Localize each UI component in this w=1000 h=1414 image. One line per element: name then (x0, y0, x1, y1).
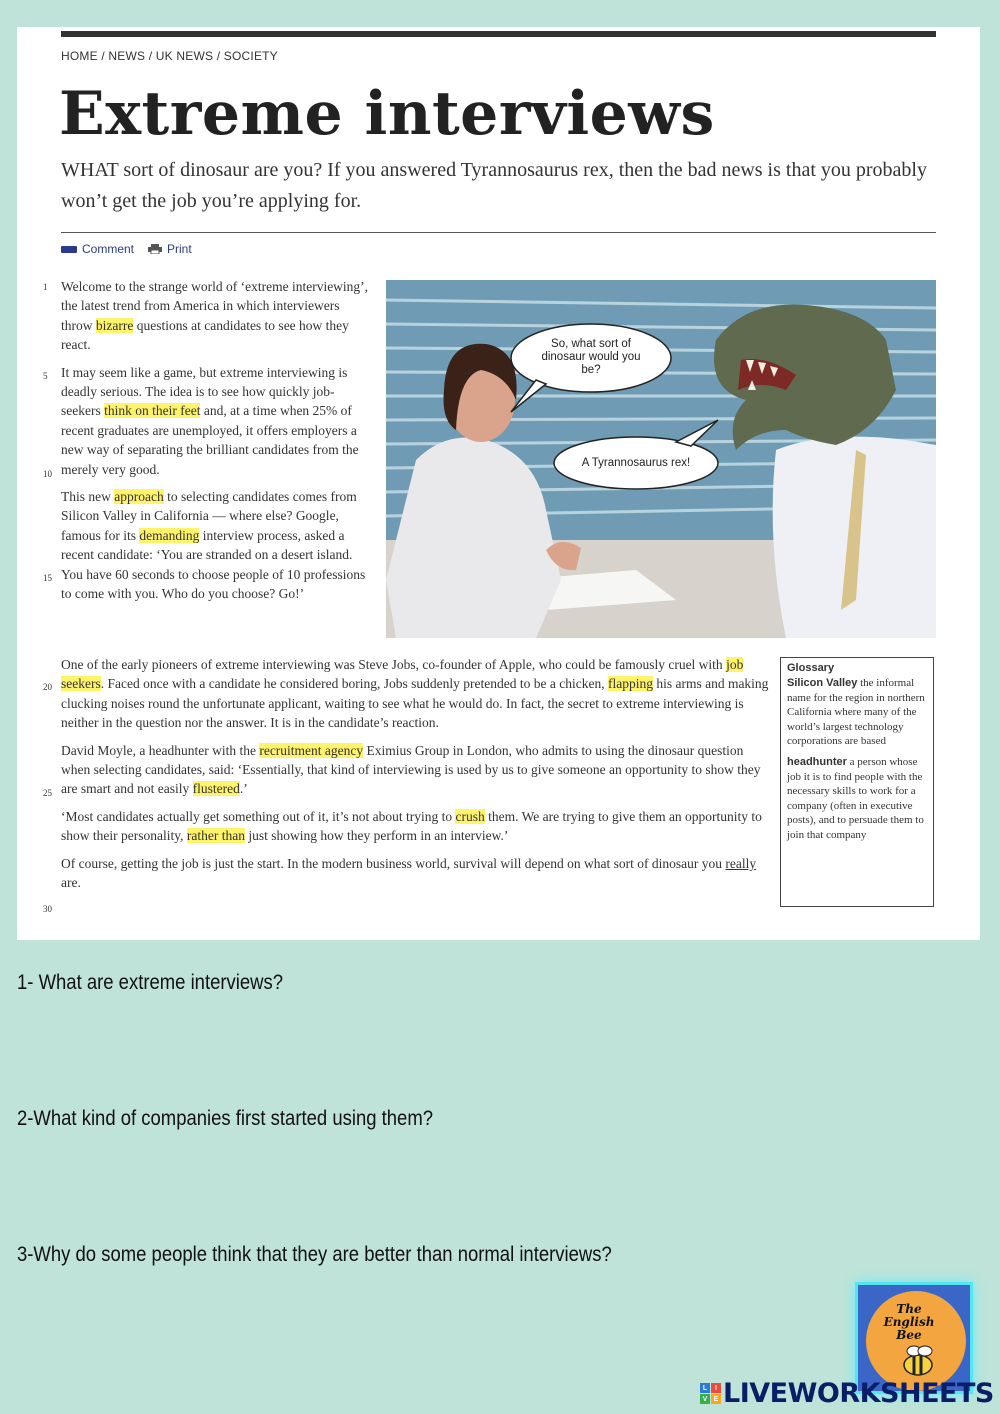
paragraph-1: Welcome to the strange world of ‘extreme interviewing’, the latest trend from America in which interviewers throw bizarre questions at candidates to see how they react. (61, 279, 369, 353)
line-number: 1 (43, 282, 48, 292)
glossary-term: headhunter (787, 755, 847, 768)
paragraph-5: David Moyle, a headhunter with the recruitment agency Eximius Group in London, who admits to using the dinosaur question when selecting candidates, said: ‘Essentially, that kind of interviewing is used by us to give someone an opportunity to show they are smart and not easily flustered.’ (61, 742, 761, 797)
paragraph-3: This new approach to selecting candidates comes from Silicon Valley in California — where else? Google, famous for its demanding interview process, asked a recent candidate: ‘You are stranded on a desert island. You have 60 seconds to choose people of 10 professions to come with you. Who do you choose? Go!’ (61, 489, 366, 602)
glossary-definition: the informal name for the region in northern California where many of the world’s largest technology corporations are based (787, 677, 925, 748)
bee-icon (888, 1337, 948, 1383)
comment-icon (61, 246, 77, 253)
highlight-word: recruitment agency (259, 742, 364, 758)
speech-bubble-question: So, what sort of dinosaur would you be? (541, 338, 641, 376)
brand-name: LIVEWORKSHEETS (723, 1378, 994, 1409)
question-1: 1- What are extreme interviews? (17, 971, 284, 994)
logo-text: The English Bee (883, 1302, 935, 1342)
comment-label: Comment (82, 242, 135, 256)
line-number: 30 (43, 904, 52, 914)
glossary-entry (787, 755, 927, 843)
article-wide-section (61, 655, 773, 900)
headline: Extreme interviews (59, 79, 715, 149)
breadcrumb[interactable]: HOME / NEWS / UK NEWS / SOCIETY (61, 49, 278, 63)
question-3: 3-Why do some people think that they are better than normal interviews? (17, 1243, 612, 1266)
glossary-box (780, 657, 934, 907)
highlight-word: job seekers (61, 657, 744, 692)
glossary-entry (787, 676, 927, 749)
line-number: 15 (43, 573, 52, 583)
highlight-word: flapping (607, 676, 653, 692)
glossary-definition: a person whose job it is to find people with the necessary skills to work for a company (often in executive posts), and to persuade them to join that company (787, 755, 924, 841)
highlight-word: approach (114, 489, 164, 505)
top-rule (61, 31, 936, 37)
interview-photo (386, 280, 936, 638)
line-number: 25 (43, 788, 52, 798)
line-number: 5 (43, 371, 48, 381)
line-number: 20 (43, 682, 52, 692)
divider (61, 232, 936, 233)
paragraph-4: One of the early pioneers of extreme interviewing was Steve Jobs, co-founder of Apple, who could be famously cruel with job seekers. Faced once with a candidate he considered boring, Jobs suddenly pretended to be a chicken, flapping his arms and making clucking noises round the unfortunate applicant, waiting to see what he would do. In fact, the secret to extreme interviewing is neither in the question nor the answer. It is in the candidate’s reaction. (61, 657, 769, 731)
print-label: Print (167, 242, 192, 256)
highlight-word: crush (455, 808, 485, 824)
article-page (17, 27, 980, 940)
glossary-term: Silicon Valley (787, 677, 858, 689)
underlined-word: really (725, 855, 757, 871)
liveworksheets-brand[interactable] (700, 1378, 994, 1409)
print-button[interactable] (148, 242, 192, 256)
brand-logo-icon: L I V E (700, 1383, 721, 1404)
speech-bubble-answer: A Tyrannosaurus rex! (581, 457, 691, 469)
highlight-word: rather than (186, 828, 245, 844)
highlight-word: flustered (192, 781, 240, 797)
paragraph-6: ‘Most candidates actually get something out of it, it’s not about trying to crush them. We are trying to give them an opportunity to show their personality, rather than just showing how they perform in an interview.’ (61, 808, 762, 844)
article-actions (61, 242, 192, 256)
line-number: 10 (43, 469, 52, 479)
comment-button[interactable] (61, 242, 134, 256)
paragraph-2: It may seem like a game, but extreme interviewing is deadly serious. The idea is to see how quickly job-seekers think on their feet and, at a time when 25% of recent graduates are unemployed, it offers employers a new way of separating the brilliant candidates from the merely very good. (61, 364, 359, 477)
highlight-word: think on their feet (104, 403, 201, 419)
highlight-word: demanding (139, 527, 200, 543)
standfirst: WHAT sort of dinosaur are you? If you answered Tyrannosaurus rex, then the bad news is that you probably won’t get the job you’re applying for. (61, 159, 927, 212)
paragraph-7: Of course, getting the job is just the start. In the modern business world, survival will depend on what sort of dinosaur you really are. (61, 855, 757, 891)
highlight-word: bizarre (95, 317, 134, 333)
question-2: 2-What kind of companies first started using them? (17, 1107, 433, 1130)
article-column (61, 277, 369, 612)
glossary-title: Glossary (787, 662, 835, 674)
printer-icon (148, 244, 162, 254)
